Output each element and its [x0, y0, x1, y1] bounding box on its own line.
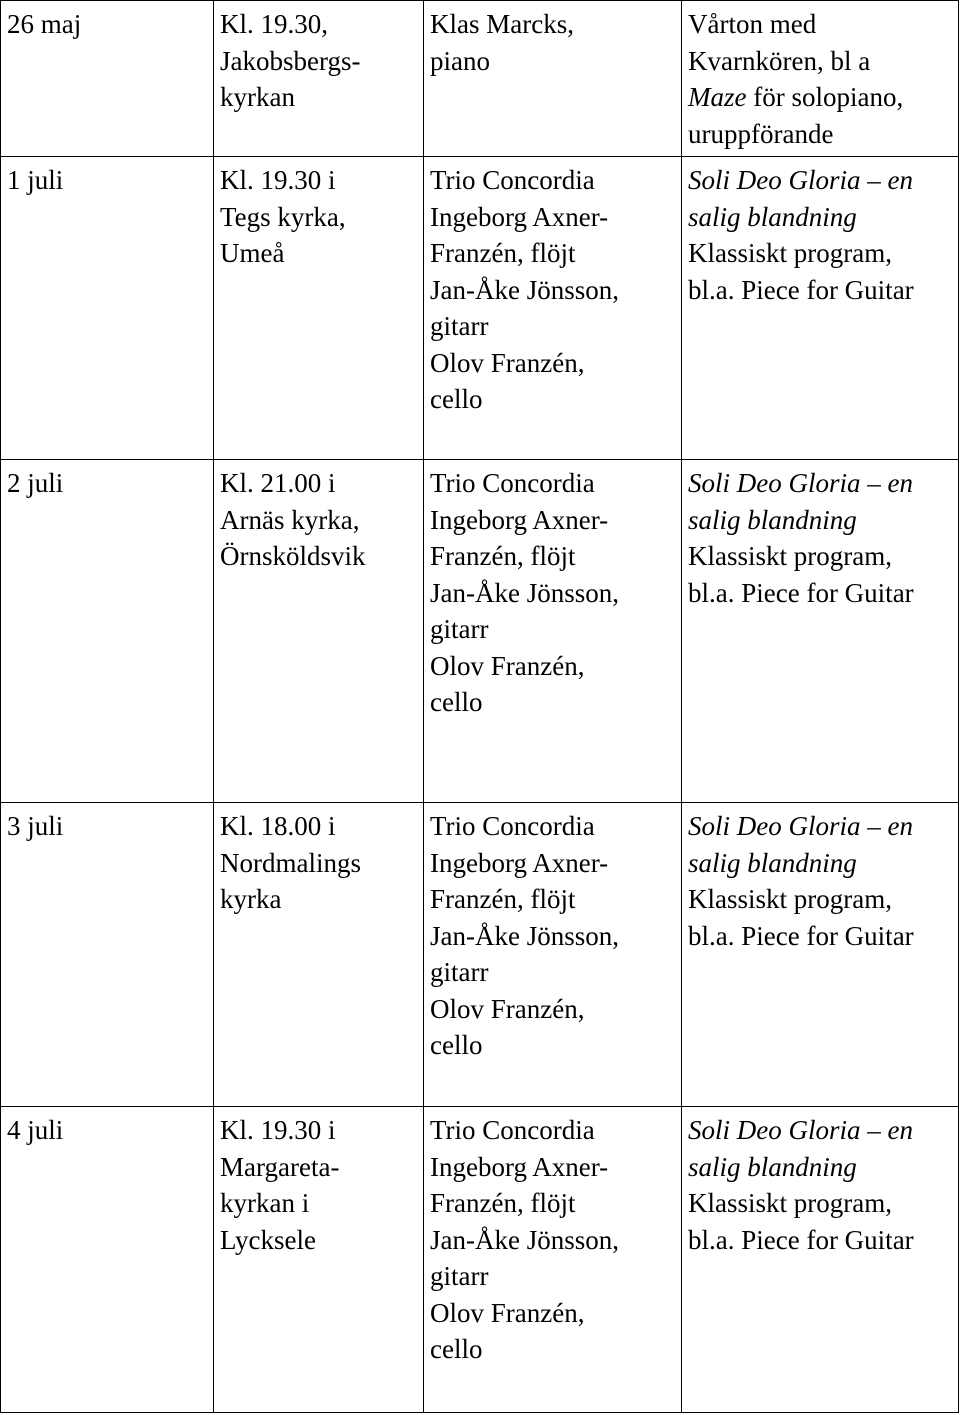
performer-line: Ingeborg Axner- [430, 847, 609, 878]
table-row [1, 1, 959, 157]
table-row [1, 1107, 959, 1413]
performer-line: Franzén, flöjt [430, 238, 576, 268]
program-line: Kvarnkören, bl a [688, 45, 871, 76]
date-text: 26 maj [7, 9, 82, 39]
program-line: Klassiskt program, [688, 238, 892, 268]
performer-line: Jan-Åke Jönsson, [430, 920, 619, 951]
performer-line: Franzén, flöjt [430, 884, 576, 914]
performer-line: Trio Concordia [430, 1115, 595, 1145]
time-place-line: Nordmalings [220, 847, 361, 878]
date-cell [1, 460, 214, 803]
performers-cell [424, 460, 682, 803]
date-text: 1 juli [7, 165, 64, 195]
program-line: Vårton med [688, 9, 817, 39]
time-place-line: Arnäs kyrka, [220, 504, 360, 535]
time-place-line: Kl. 19.30 i [220, 1115, 336, 1145]
program-title-line: Soli Deo Gloria – en [688, 1115, 913, 1145]
date-cell [1, 1107, 214, 1413]
performer-line: Jan-Åke Jönsson, [430, 577, 619, 608]
performer-line: Trio Concordia [430, 811, 595, 841]
program-line: Klassiskt program, [688, 1188, 892, 1218]
program-line-rest: för solopiano, [746, 82, 904, 112]
time-place-line: Tegs kyrka, [220, 201, 346, 232]
performer-line: Ingeborg Axner- [430, 201, 609, 232]
time-place-line: Kl. 19.30 i [220, 165, 336, 195]
program-cell [682, 157, 959, 460]
time-place-line: Kl. 21.00 i [220, 468, 336, 498]
program-line: Klassiskt program, [688, 541, 892, 571]
program-title-line: salig blandning [688, 201, 857, 232]
program-line: bl.a. Piece for Guitar [688, 1224, 914, 1255]
program-title-line: Soli Deo Gloria – en [688, 811, 913, 841]
performer-line: gitarr [430, 957, 489, 987]
performer-line: gitarr [430, 1261, 489, 1291]
performer-line: Olov Franzén, [430, 1297, 585, 1328]
performer-line: Olov Franzén, [430, 347, 585, 378]
performer-line: Trio Concordia [430, 468, 595, 498]
performer-line: Trio Concordia [430, 165, 595, 195]
performers-cell [424, 1107, 682, 1413]
time-place-line: Kl. 19.30, [220, 9, 328, 39]
performer-line: Olov Franzén, [430, 650, 585, 681]
performer-line: Franzén, flöjt [430, 1188, 576, 1218]
program-line [688, 79, 958, 116]
time-place-cell [214, 1107, 424, 1413]
program-title-line: salig blandning [688, 504, 857, 535]
table-row [1, 803, 959, 1107]
program-title-line: Soli Deo Gloria – en [688, 468, 913, 498]
time-place-cell [214, 1, 424, 157]
program-cell [682, 803, 959, 1107]
program-title-line: Soli Deo Gloria – en [688, 165, 913, 195]
performer-line: Ingeborg Axner- [430, 504, 609, 535]
program-cell [682, 460, 959, 803]
program-line: uruppförande [688, 118, 834, 149]
performer-line: cello [430, 687, 483, 717]
date-text: 3 juli [7, 811, 64, 841]
performer-line: Olov Franzén, [430, 993, 585, 1024]
time-place-line: Lycksele [220, 1224, 316, 1255]
time-place-line: kyrka [220, 884, 282, 914]
date-cell [1, 1, 214, 157]
time-place-line: kyrkan i [220, 1188, 310, 1218]
performer-line: cello [430, 1030, 483, 1060]
performer-line: Franzén, flöjt [430, 541, 576, 571]
performer-line: cello [430, 1334, 483, 1364]
performers-cell [424, 803, 682, 1107]
time-place-line: kyrkan [220, 82, 295, 112]
program-line: Klassiskt program, [688, 884, 892, 914]
program-title-line: salig blandning [688, 847, 857, 878]
performer-line: Klas Marcks, [430, 9, 574, 39]
time-place-line: Jakobsbergs- [220, 45, 361, 76]
performers-cell [424, 157, 682, 460]
program-line: bl.a. Piece for Guitar [688, 274, 914, 305]
program-line: bl.a. Piece for Guitar [688, 920, 914, 951]
date-cell [1, 157, 214, 460]
performer-line: gitarr [430, 614, 489, 644]
table-row [1, 460, 959, 803]
date-text: 2 juli [7, 468, 64, 498]
performer-line: Jan-Åke Jönsson, [430, 274, 619, 305]
time-place-line: Margareta- [220, 1151, 340, 1182]
date-text: 4 juli [7, 1115, 64, 1145]
time-place-cell [214, 157, 424, 460]
table-row [1, 157, 959, 460]
program-cell [682, 1107, 959, 1413]
performer-line: gitarr [430, 311, 489, 341]
performer-line: cello [430, 384, 483, 414]
time-place-cell [214, 460, 424, 803]
time-place-cell [214, 803, 424, 1107]
performers-cell [424, 1, 682, 157]
performer-line: Jan-Åke Jönsson, [430, 1224, 619, 1255]
time-place-line: Kl. 18.00 i [220, 811, 336, 841]
program-work-title: Maze [688, 82, 747, 112]
time-place-line: Umeå [220, 238, 285, 268]
program-title-line: salig blandning [688, 1151, 857, 1182]
time-place-line: Örnsköldsvik [220, 541, 366, 571]
performer-line: Ingeborg Axner- [430, 1151, 609, 1182]
program-cell [682, 1, 959, 157]
performer-line: piano [430, 45, 490, 76]
date-cell [1, 803, 214, 1107]
program-line: bl.a. Piece for Guitar [688, 577, 914, 608]
